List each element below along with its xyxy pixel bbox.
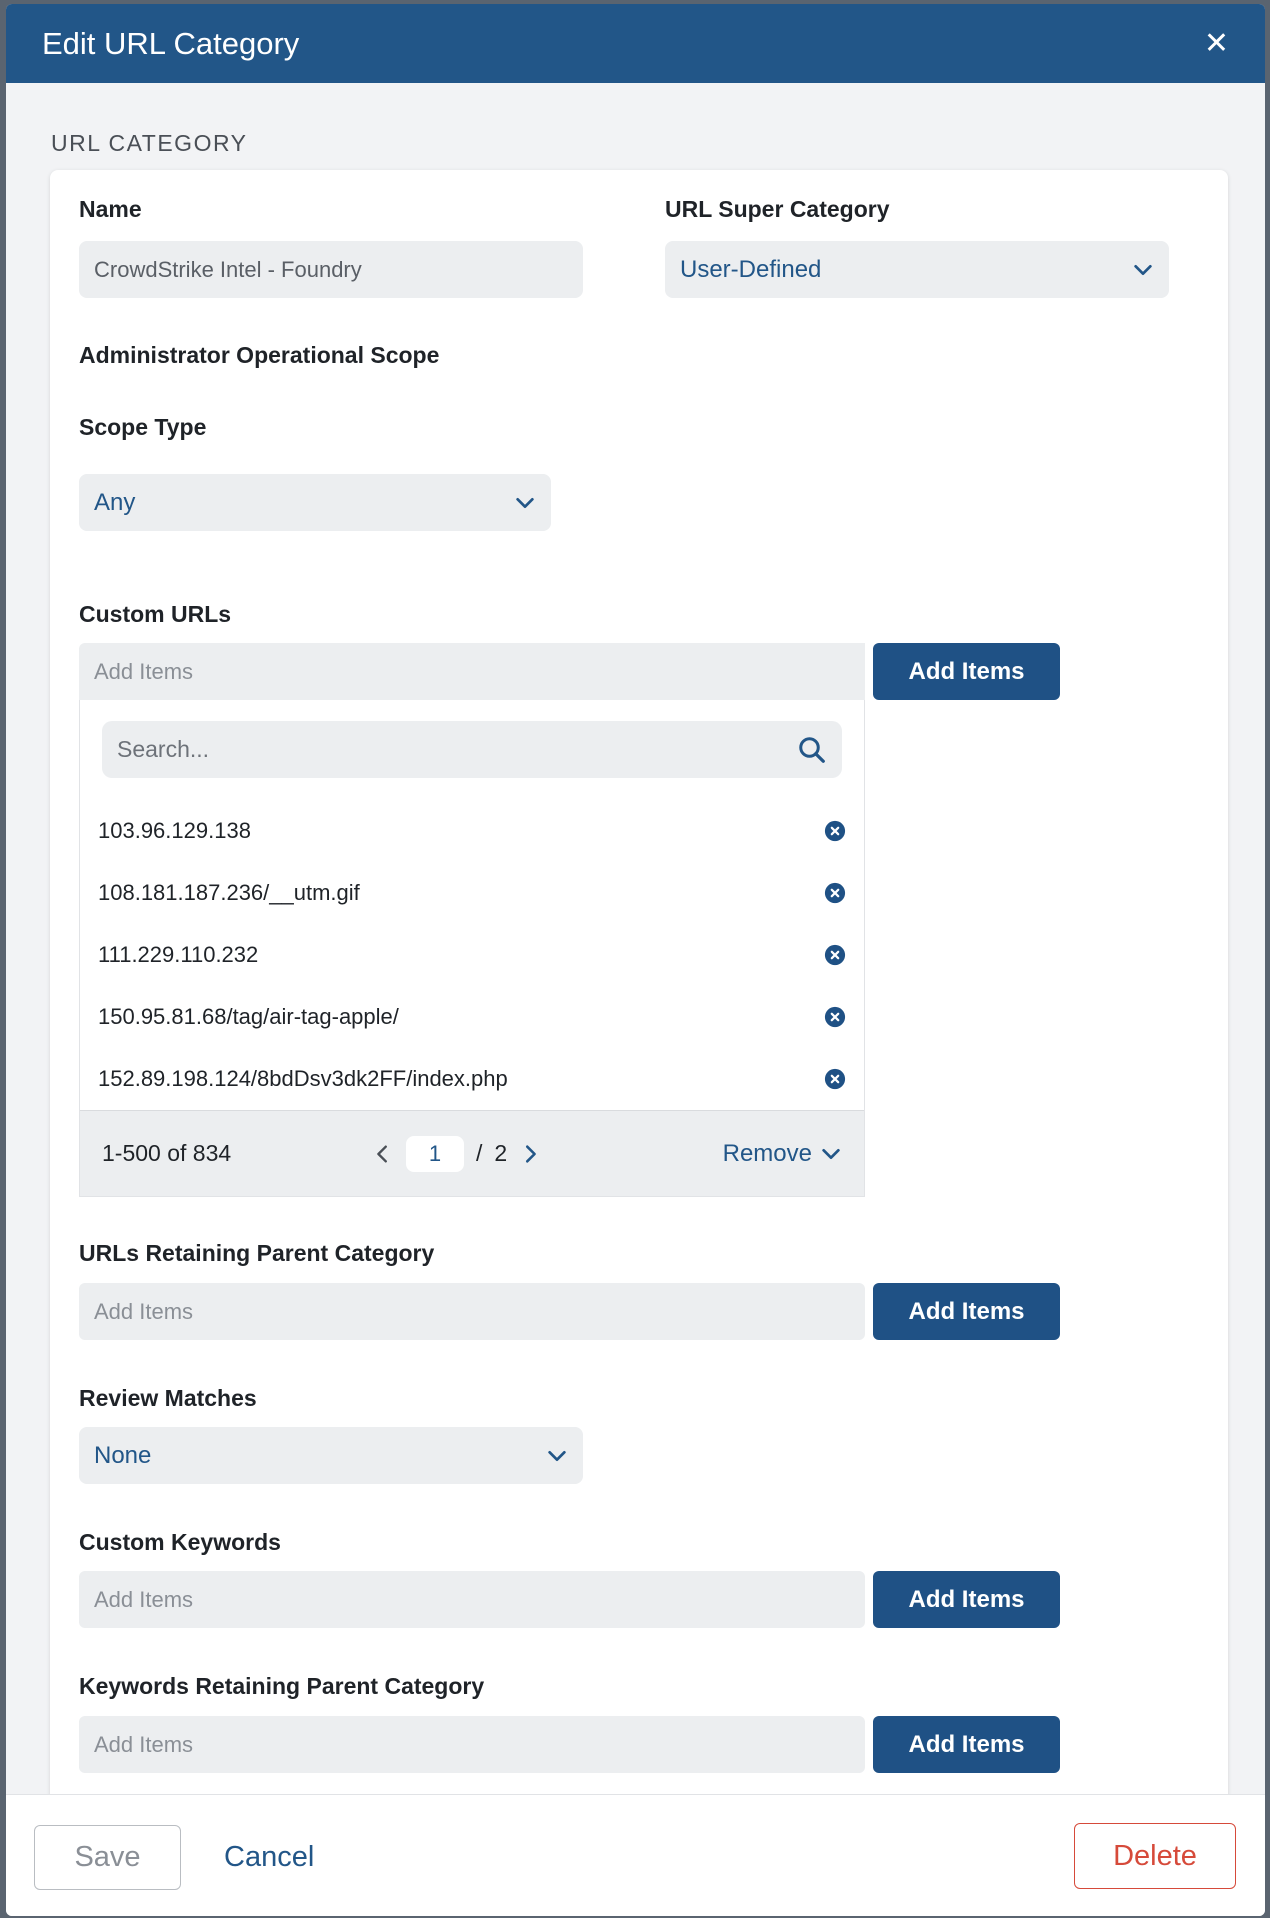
keywords-retaining-input[interactable]: Add Items <box>79 1716 865 1773</box>
name-label: Name <box>79 196 142 222</box>
list-item <box>80 800 864 862</box>
keywords-retaining-label: Keywords Retaining Parent Category <box>79 1673 485 1699</box>
custom-urls-input[interactable]: Add Items <box>79 643 865 700</box>
custom-urls-list <box>80 800 864 1110</box>
remove-item-icon[interactable] <box>824 1068 846 1090</box>
page-total: 2 <box>494 1140 508 1166</box>
review-matches-select[interactable] <box>79 1427 583 1484</box>
close-icon[interactable]: ✕ <box>1203 27 1229 60</box>
pagination-nav <box>372 1136 541 1172</box>
chevron-down-icon <box>820 1143 842 1165</box>
urls-retaining-input[interactable]: Add Items <box>79 1283 865 1340</box>
remove-item-icon[interactable] <box>824 882 846 904</box>
modal-header <box>6 4 1265 83</box>
name-input[interactable]: CrowdStrike Intel - Foundry <box>79 241 583 298</box>
url-category-card <box>50 170 1228 1820</box>
remove-label: Remove <box>722 1139 812 1167</box>
urls-retaining-label: URLs Retaining Parent Category <box>79 1240 435 1266</box>
review-matches-label: Review Matches <box>79 1385 257 1411</box>
chevron-left-icon[interactable] <box>372 1143 394 1165</box>
urls-retaining-add-button[interactable]: Add Items <box>873 1283 1060 1340</box>
remove-item-icon[interactable] <box>824 1006 846 1028</box>
page-number-input[interactable]: 1 <box>406 1136 464 1172</box>
chevron-right-icon[interactable] <box>519 1143 541 1165</box>
custom-urls-add-button[interactable]: Add Items <box>873 643 1060 700</box>
url-text: 103.96.129.138 <box>98 818 251 843</box>
scope-type-value: Any <box>94 488 136 516</box>
search-icon[interactable] <box>797 735 827 765</box>
scope-type-label: Scope Type <box>79 414 207 440</box>
url-text: 108.181.187.236/__utm.gif <box>98 880 360 905</box>
modal-title: Edit URL Category <box>42 25 300 61</box>
modal-footer <box>6 1794 1265 1916</box>
search-placeholder: Search... <box>117 736 210 762</box>
list-item <box>80 986 864 1048</box>
url-text: 150.95.81.68/tag/air-tag-apple/ <box>98 1004 399 1029</box>
super-category-value: User-Defined <box>680 255 822 283</box>
keywords-retaining-add-button[interactable]: Add Items <box>873 1716 1060 1773</box>
url-text: 152.89.198.124/8bdDsv3dk2FF/index.php <box>98 1066 508 1091</box>
review-matches-value: None <box>94 1441 152 1469</box>
admin-scope-label: Administrator Operational Scope <box>79 342 440 368</box>
remove-item-icon[interactable] <box>824 820 846 842</box>
custom-keywords-label: Custom Keywords <box>79 1529 281 1555</box>
super-category-select[interactable] <box>665 241 1169 298</box>
chevron-down-icon <box>546 1445 568 1467</box>
save-button[interactable]: Save <box>34 1825 181 1890</box>
custom-urls-label: Custom URLs <box>79 601 232 627</box>
super-category-label: URL Super Category <box>665 196 890 222</box>
url-text: 111.229.110.232 <box>98 942 259 967</box>
custom-keywords-add-button[interactable]: Add Items <box>873 1571 1060 1628</box>
page-separator: / <box>476 1140 483 1166</box>
custom-urls-search-input[interactable] <box>102 721 842 778</box>
custom-keywords-input[interactable]: Add Items <box>79 1571 865 1628</box>
delete-button[interactable]: Delete <box>1074 1823 1236 1889</box>
list-item <box>80 924 864 986</box>
pagination-bar <box>80 1110 864 1196</box>
custom-urls-panel <box>79 700 865 1197</box>
remove-item-icon[interactable] <box>824 944 846 966</box>
list-item <box>80 862 864 924</box>
cancel-button[interactable]: Cancel <box>224 1841 315 1873</box>
scope-type-select[interactable] <box>79 474 551 531</box>
list-item <box>80 1048 864 1110</box>
remove-dropdown[interactable] <box>723 1140 842 1168</box>
edit-url-category-modal <box>6 4 1265 1916</box>
section-label: URL CATEGORY <box>51 130 248 156</box>
chevron-down-icon <box>1132 259 1154 281</box>
chevron-down-icon <box>514 492 536 514</box>
pagination-range: 1-500 of 834 <box>102 1140 232 1166</box>
